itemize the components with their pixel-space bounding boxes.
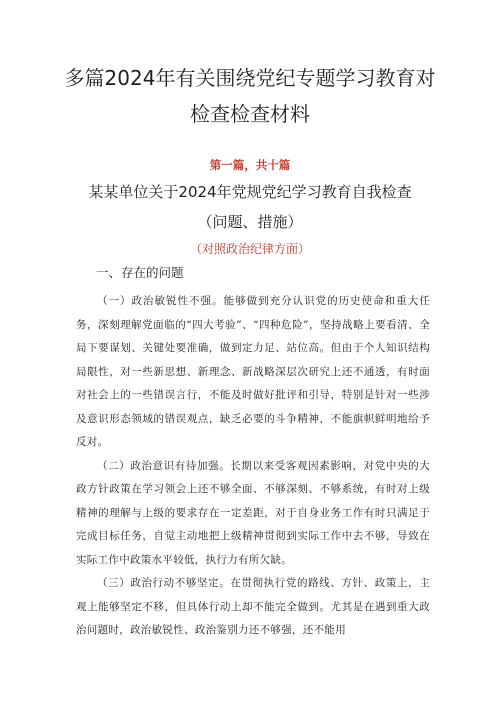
paragraph-3: （三）政治行动不够坚定。在贯彻执行党的路线、方针、政策上，主观上能够坚定不移，但具体行动上却不能完全做到。尤其是在遇到重大政治问题时，政治敏锐性、政治鉴别力还不够强，还不能用 <box>76 577 430 636</box>
aspect-note: （对照政治纪律方面） <box>189 242 310 256</box>
article-title: 某某单位关于2024年党规党纪学习教育自我检查（问题、措施） <box>88 183 412 231</box>
paragraph-2: （二）政治意识有待加强。长期以来受客观因素影响，对党中央的大政方针政策在学习领会上还不够全面、不够深刻、不够系统，有时对上级精神的理解与上级的要求存在一定差距，对于自身业务工作有时只满足于完成目标任务，自觉主动地把上级精神贯彻到实际工作中去不够，导致在实际工作中政策水平较低，执行力有所欠缺。 <box>76 459 430 566</box>
part-label: 第一篇，共十篇 <box>209 158 291 172</box>
section-heading: 一、存在的问题 <box>96 265 184 280</box>
paragraph-1: （一）政治敏锐性不强。能够做到充分认识党的历史使命和重大任务，深刻理解党面临的“四大考验”、“四种危险”，坚持战略上要看清、全局下要谋划、关键处要准确，做到定力足、站位高。但由于个人知识结构局限性，对一些新思想、新理念、新战略深层次研究上还不通透，有时面对社会上的一些错误言行，不能及时做好批评和引导，特别是针对一些涉及意识形态领域的错误观点，缺乏必要的斗争精神，不能旗帜鲜明地给予反对。 <box>76 295 430 448</box>
body-text <box>76 290 430 643</box>
document-title: 多篇2024年有关围绕党纪专题学习教育对检查检查材料 <box>64 66 436 126</box>
